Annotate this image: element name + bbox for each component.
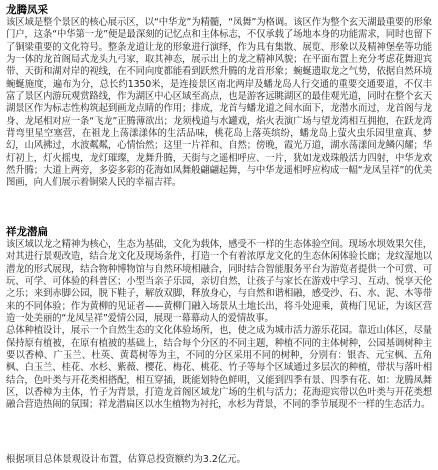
section-paragraph: 该区域以龙之精神为核心，生态为基础，文化为载体，感受不一样的生态体验空间。现场水坝效果欠佳，对其进行景观改造，结合龙文化及现场条件，打造一个有着浓厚龙文化的生态休闲体验长廊；龙纹湿地以潜龙的形式展现，结合物种博物馆与自然环境相融合，同时结合智能服务平台为游览者提供一个可赏、可玩、可学、可体验的科普区；小型当亲子乐园，亲切自然，让孩子与家长在游戏中学习、互动、悦享天伦之乐；来到赤脚公园，脱下鞋子，解放双脚，释放身心，与自然和谐相融，感受沙、石、水、泥、木等带来的不同体验；作为黄柳的见证者——黄柳门融入场景从土地长出，将斗处迎乘，黄梅门见证，为该区营造一处美丽的“龙凤呈祥”爱情公园，展现一幕幕动人的爱情故事。 [6,239,432,325]
section-paragraph: 该区域是整个景区的核心展示区，以“中华龙”为精髓，“凤舞”为格调。该区作为整个玄天湖最重要的形象门户，这条“中华第一龙”便是最深刻的记忆点和主体标志，不仅承载了场地本身的功能需求，同时也留下了铜梁重要的文化符号。整条龙道让龙的形象进行演绎，作为具有集散、展览、形象以及精神堡垒等功能为一体的龙首阁局式龙头九弓家，取其神态，展示出上的龙之精神风貌；在平面布置上充分考虑花舞迎宾带、天街和湖对岸的视线，在不同向度都能看到跃然升腾的龙首形象；蜿蜒遗取龙之气势，依据自然环境蜿蜒施度，遍布为分，总长约1350米，是连接景区南北两岸及蟠龙岛人行交通的重要交通要道，不仅丰富了景区内游玩观赏路线，作为湖区中心区域至高点，也是游客远眺湖区的最佳观光道，同时在整个玄天湖景区作为标志性构筑起到画龙点睛的作用；排成，龙首与蟠龙道之间水面下，龙潜水而过，龙首阁与龙身、龙尾相对应一条“飞龙”正腾薄欲出；龙须栈道与水罐戏，焰火表演广场与望龙湾相互拥抱，在跃龙湾背弯里星空塞营，在祖龙上荡漾漾体的生活品味，桃花岛上落英缤纷，蟠龙岛上萤火虫乐园里童真、梦幻，山风拂过，水波粼粼，心情怡然；这里一片祥和、自然；傍晚，霞光万道，湖水荡漾间龙鳞闪耀；华灯初上，灯火摇曳，龙灯璀璨，龙舞升腾，天街与之遥相呼应、一片，犹如龙戏珠般活力四射，中华龙欢然升腾；大道上两旁，多姿多彩的花海如凤舞般翩翩起舞，与中华龙遥相呼应构成一幅“龙凤呈祥”的优美图画，向人们展示着铜梁人民的幸福吉祥。 [6,17,432,189]
section-title: 龙腾凤采 [6,4,48,16]
investment-summary: 根据项目总体景观设计布置，估算总投资额约为3.2亿元。 [6,454,246,465]
section-title: 祥龙潜扁 [6,226,48,238]
section-longteng-fengcai [6,3,432,190]
section-paragraph: 总体种植设计，展示一个自然生态的文化体验场所，也，使之成为城市活力游乐花园。靠近山体区，尽量保持原有植被，在原有植被的基础上，结合每个分区的不同主题，种植不同的主体树种，公园基调树种主要以香樟、广玉兰、杜英、黄葛树等为主，不同的分区采用不同的树种，分别有：银杏、元宝枫、五角枫、白玉兰、桂花、水杉、紫薇、樱花、梅花、桃花、竹子等每个区域通过多层次的种植，带状与落叶相结合，色叶类与开花类相搭配，相互穿插，既能划特色鲜明，又能到四季有景、四季有花、如：龙腾凤舞区，以香樟为主体，竹子为背景，打造龙首阁区域龙广场的生机与活力；花海迎宾带以色叶类与开花类想融合营造热闹的氛围；祥龙潜扁区以水生植物为衬托，水杉为背景，不同的季节展现不一样的生态活力。 [6,325,432,411]
section-xianglong-qianyuan [6,225,432,412]
